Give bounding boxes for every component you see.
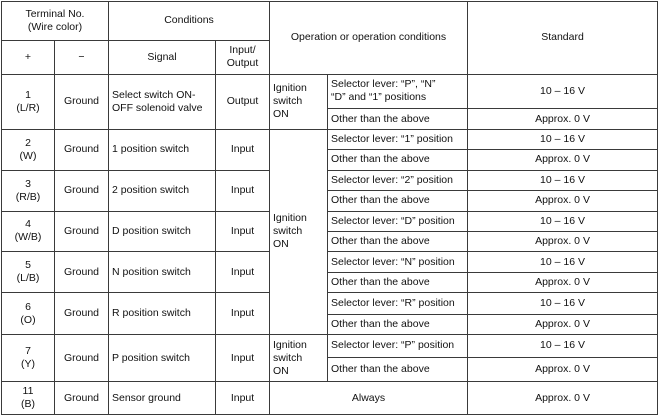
- signal-cell: 1 position switch: [109, 129, 216, 170]
- ground-cell: Ground: [55, 211, 109, 252]
- condition-cell: Selector lever: “D” position: [328, 211, 468, 231]
- ground-cell: Ground: [55, 252, 109, 293]
- condition-cell: Selector lever: “P” position: [328, 335, 468, 357]
- condition-cell: Selector lever: “1” position: [328, 129, 468, 149]
- standard-cell: 10 – 16 V: [468, 293, 658, 314]
- standard-cell: Approx. 0 V: [468, 382, 658, 415]
- terminal-no-header: Terminal No. (Wire color): [2, 2, 109, 41]
- condition-cell: Selector lever: “N” position: [328, 252, 468, 272]
- terminal-cell: 1 (L/R): [2, 74, 55, 129]
- plus-header: +: [2, 40, 55, 74]
- standard-cell: 10 – 16 V: [468, 170, 658, 190]
- signal-header: Signal: [109, 40, 216, 74]
- terminal-cell: 6 (O): [2, 293, 55, 335]
- ground-cell: Ground: [55, 335, 109, 382]
- ground-cell: Ground: [55, 74, 109, 129]
- operation-header: Operation or operation conditions: [270, 2, 468, 75]
- signal-cell: N position switch: [109, 252, 216, 293]
- ignition-group-cell: Ignition switch ON: [270, 129, 328, 334]
- condition-cell: Selector lever: “R” position: [328, 293, 468, 314]
- standard-cell: Approx. 0 V: [468, 109, 658, 129]
- condition-cell: Other than the above: [328, 231, 468, 251]
- terminal-cell: 7 (Y): [2, 335, 55, 382]
- ignition-cell: Ignition switch ON: [270, 74, 328, 129]
- ignition-cell: Ignition switch ON: [270, 335, 328, 382]
- table-row: [2, 170, 658, 190]
- io-cell: Input: [216, 335, 270, 382]
- always-cell: Always: [270, 382, 468, 415]
- terminal-cell: 11 (B): [2, 382, 55, 415]
- signal-cell: D position switch: [109, 211, 216, 252]
- input-output-header: Input/ Output: [216, 40, 270, 74]
- io-cell: Input: [216, 252, 270, 293]
- condition-cell: Other than the above: [328, 191, 468, 211]
- standard-cell: 10 – 16 V: [468, 211, 658, 231]
- table-row: [2, 74, 658, 109]
- signal-cell: R position switch: [109, 293, 216, 335]
- standard-cell: Approx. 0 V: [468, 357, 658, 382]
- standard-cell: 10 – 16 V: [468, 252, 658, 272]
- io-cell: Input: [216, 382, 270, 415]
- condition-cell: Other than the above: [328, 357, 468, 382]
- table-row: [2, 382, 658, 415]
- standard-header: Standard: [468, 2, 658, 75]
- io-cell: Input: [216, 293, 270, 335]
- condition-cell: Other than the above: [328, 150, 468, 170]
- minus-header: −: [55, 40, 109, 74]
- ground-cell: Ground: [55, 129, 109, 170]
- table-row: [2, 335, 658, 357]
- condition-cell: Other than the above: [328, 109, 468, 129]
- signal-cell: P position switch: [109, 335, 216, 382]
- io-cell: Input: [216, 170, 270, 211]
- standard-cell: 10 – 16 V: [468, 335, 658, 357]
- condition-cell: Selector lever: “P”, “N” “D” and “1” positions: [328, 74, 468, 109]
- condition-cell: Other than the above: [328, 314, 468, 334]
- table-row: [2, 129, 658, 149]
- signal-cell: Select switch ON- OFF solenoid valve: [109, 74, 216, 129]
- io-cell: Output: [216, 74, 270, 129]
- condition-cell: Selector lever: “2” position: [328, 170, 468, 190]
- terminal-cell: 2 (W): [2, 129, 55, 170]
- terminal-cell: 3 (R/B): [2, 170, 55, 211]
- standard-cell: 10 – 16 V: [468, 74, 658, 109]
- standard-cell: Approx. 0 V: [468, 314, 658, 334]
- condition-cell: Other than the above: [328, 272, 468, 292]
- standard-cell: Approx. 0 V: [468, 150, 658, 170]
- table-row: [2, 211, 658, 231]
- terminal-spec-table: [1, 1, 658, 415]
- ground-cell: Ground: [55, 170, 109, 211]
- ground-cell: Ground: [55, 293, 109, 335]
- signal-cell: Sensor ground: [109, 382, 216, 415]
- table-row: [2, 252, 658, 272]
- io-cell: Input: [216, 129, 270, 170]
- conditions-header: Conditions: [109, 2, 270, 41]
- standard-cell: Approx. 0 V: [468, 272, 658, 292]
- standard-cell: Approx. 0 V: [468, 231, 658, 251]
- ground-cell: Ground: [55, 382, 109, 415]
- table-row: [2, 293, 658, 314]
- standard-cell: Approx. 0 V: [468, 191, 658, 211]
- signal-cell: 2 position switch: [109, 170, 216, 211]
- terminal-cell: 5 (L/B): [2, 252, 55, 293]
- io-cell: Input: [216, 211, 270, 252]
- terminal-cell: 4 (W/B): [2, 211, 55, 252]
- standard-cell: 10 – 16 V: [468, 129, 658, 149]
